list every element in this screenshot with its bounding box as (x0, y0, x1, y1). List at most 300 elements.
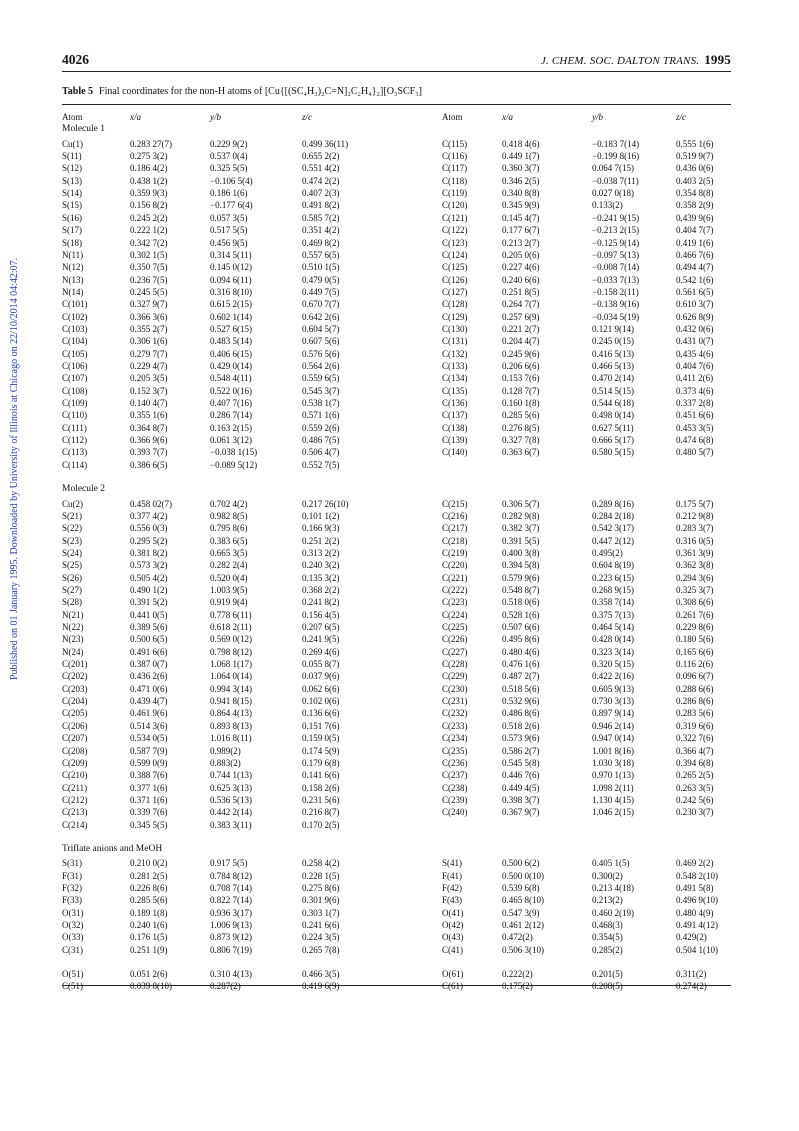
table-cell: 0.245 9(6) (502, 348, 540, 359)
table-cell: C(217) (442, 523, 468, 534)
table-cell: 0.261 7(6) (676, 609, 714, 620)
table-row (62, 311, 731, 323)
table-cell: 0.435 4(6) (676, 348, 714, 359)
header-rule (62, 71, 731, 72)
table-cell: 0.251 1(9) (130, 944, 168, 955)
table-cell: 0.564 2(6) (302, 361, 340, 371)
table-cell: 1.001 8(16) (592, 745, 634, 756)
table-cell: 0.391 5(2) (130, 597, 168, 608)
table-row (62, 547, 731, 559)
table-row (62, 572, 731, 584)
table-cell: C(230) (442, 683, 468, 694)
table-cell: 0.205 0(6) (502, 249, 540, 260)
table-cell: −0.038 7(11) (592, 175, 639, 186)
table-cell: C(108) (62, 385, 88, 396)
table-cell: 0.245 5(5) (130, 286, 168, 297)
table-cell: 0.730 3(13) (592, 696, 634, 707)
table-cell: −0.138 9(16) (592, 299, 640, 310)
table-cell: 0.306 1(6) (130, 336, 168, 347)
table-cell: C(139) (442, 435, 468, 446)
table-cell: 0.491 8(2) (302, 200, 340, 211)
table-cell: C(41) (442, 944, 463, 955)
table-cell: 1.130 4(15) (592, 794, 634, 805)
table-cell: N(12) (62, 262, 84, 273)
table-cell: N(13) (62, 274, 84, 285)
table-cell: 0.439 4(7) (130, 696, 168, 707)
table-cell: 0.377 1(6) (130, 782, 168, 793)
table-cell: 0.419 6(9) (302, 981, 340, 992)
table-cell: 0.490 1(2) (130, 584, 168, 595)
table-cell: 0.505 4(2) (130, 572, 168, 583)
table-row (62, 670, 731, 682)
table-cell: 0.458 02(7) (130, 498, 172, 509)
table-cell: C(138) (442, 422, 468, 433)
table-cell: 0.495(2) (592, 547, 623, 558)
table-cell: 0.339 7(6) (130, 807, 168, 818)
table-cell: 0.500 6(5) (130, 634, 168, 645)
table-cell: 0.466 5(13) (592, 361, 634, 371)
table-cell: 0.135 3(2) (302, 572, 340, 583)
table-cell: 0.555 1(6) (676, 138, 714, 149)
table-cell: 0.982 8(5) (210, 510, 248, 521)
table-cell: 0.627 5(11) (592, 422, 634, 433)
table-cell: S(13) (62, 175, 82, 186)
table-cell: 0.468(3) (592, 920, 623, 931)
table-cell: 0.245 0(15) (592, 336, 634, 347)
table-cell: S(17) (62, 225, 82, 236)
table-cell: O(31) (62, 907, 84, 918)
table-row (62, 212, 731, 224)
table-cell: 0.604 8(19) (592, 560, 634, 571)
table-cell: 0.605 9(13) (592, 683, 634, 694)
table-row (62, 446, 731, 458)
table-cell: 0.156 4(5) (302, 609, 340, 620)
table-cell: 0.217 26(10) (302, 498, 349, 509)
table-cell: 0.216 8(7) (302, 807, 340, 818)
table-cell: C(129) (442, 311, 468, 322)
table-cell: 0.538 1(7) (302, 398, 340, 409)
table-cell: N(21) (62, 609, 84, 620)
table-cell: 0.518 0(6) (502, 597, 540, 608)
table-cell: 0.227 4(6) (502, 262, 540, 273)
table-cell: C(218) (442, 535, 468, 546)
table-cell: 0.276 8(5) (502, 422, 540, 433)
table-cell: 0.403 2(5) (676, 175, 714, 186)
table-caption (62, 86, 422, 97)
table-cell: 0.495 8(6) (502, 634, 540, 645)
table-cell: C(228) (442, 659, 468, 670)
table-cell: 0.532 9(6) (502, 696, 540, 707)
table-cell: 0.230 3(7) (676, 807, 714, 818)
table-cell: 0.388 7(6) (130, 770, 168, 781)
table-cell: 0.411 2(6) (676, 373, 714, 384)
table-cell: C(128) (442, 299, 468, 310)
table-cell: 0.285(2) (592, 944, 623, 955)
table-cell: 0.460 2(19) (592, 907, 634, 918)
table-cell: C(137) (442, 410, 468, 421)
table-cell: 0.285 5(6) (130, 895, 168, 906)
table-cell: 0.102 0(6) (302, 696, 340, 707)
table-cell: 0.275 3(2) (130, 151, 168, 162)
table-cell: 0.542 3(17) (592, 523, 634, 534)
table-cell: 0.145 4(7) (502, 212, 540, 223)
table-row (62, 980, 731, 992)
table-cell: 0.453 3(5) (676, 422, 714, 433)
table-row (62, 261, 731, 273)
table-cell: 0.186 4(2) (130, 163, 168, 174)
table-cell: 0.556 0(3) (130, 523, 168, 534)
table-cell: 0.358 7(14) (592, 597, 634, 608)
table-cell: 0.514 3(6) (130, 720, 168, 731)
table-cell: C(201) (62, 659, 88, 670)
table-row (62, 274, 731, 286)
table-cell: 1.068 1(17) (210, 659, 252, 670)
table-cell: 0.351 4(2) (302, 225, 340, 236)
table-cell: 0.466 7(6) (676, 249, 714, 260)
table-cell: 0.491 6(6) (130, 646, 168, 657)
table-cell: 0.359 9(3) (130, 188, 168, 199)
table-cell: C(236) (442, 757, 468, 768)
table-cell: 0.465 8(10) (502, 895, 544, 906)
table-cell: 0.325 3(7) (676, 584, 714, 595)
table-cell: 0.580 5(15) (592, 447, 634, 458)
table-cell: 0.449 1(7) (502, 151, 540, 162)
table-cell: 0.212 9(8) (676, 510, 714, 521)
table-cell: 0.547 3(9) (502, 907, 540, 918)
table-row (62, 609, 731, 621)
table-cell: 0.355 2(7) (130, 323, 168, 334)
table-cell: 0.534 0(5) (130, 733, 168, 744)
table-cell: 0.205 3(5) (130, 373, 168, 384)
table-cell: C(206) (62, 720, 88, 731)
table-row (62, 559, 731, 571)
table-cell: 0.367 9(7) (502, 807, 540, 818)
table-cell: 0.665 3(5) (210, 547, 248, 558)
table-cell: C(112) (62, 435, 88, 446)
table-cell: 0.229 9(2) (210, 138, 248, 149)
table-cell: C(132) (442, 348, 468, 359)
table-cell: C(232) (442, 708, 468, 719)
table-cell: 0.345 9(9) (502, 200, 540, 211)
table-cell: 0.201(5) (592, 969, 623, 980)
table-cell: 0.461 2(12) (502, 920, 544, 931)
table-cell: −0.177 6(4) (210, 200, 253, 211)
table-cell: 0.165 6(6) (676, 646, 714, 657)
table-cell: −0.008 7(14) (592, 262, 640, 273)
table-cell: 0.438 1(2) (130, 175, 168, 186)
table-cell: 0.308 6(6) (676, 597, 714, 608)
table-cell: 0.579 9(6) (502, 572, 540, 583)
table-cell: 0.175(2) (502, 981, 533, 992)
table-row (62, 894, 731, 906)
table-cell: 0.989(2) (210, 745, 241, 756)
table-cell: 0.366 9(6) (130, 435, 168, 446)
table-cell: C(117) (442, 163, 468, 174)
table-row (62, 646, 731, 658)
table-cell: 0.389 5(6) (130, 622, 168, 632)
table-cell: 0.897 9(14) (592, 708, 634, 719)
table-cell: C(202) (62, 671, 88, 682)
table-cell: 0.806 7(19) (210, 944, 252, 955)
table-cell: 0.483 5(14) (210, 336, 252, 347)
table-cell: C(105) (62, 348, 88, 359)
table-cell: 0.061 3(12) (210, 435, 252, 446)
table-cell: 0.436 0(6) (676, 163, 714, 174)
table-cell: 0.282 2(4) (210, 560, 248, 571)
table-cell: C(209) (62, 757, 88, 768)
table-row (62, 870, 731, 882)
table-cell: 0.429(2) (676, 932, 707, 943)
table-row (62, 175, 731, 187)
table-cell: F(43) (442, 895, 462, 906)
table-cell: C(214) (62, 819, 88, 830)
table-cell: 0.480 4(9) (676, 907, 714, 918)
table-cell: C(135) (442, 385, 468, 396)
table-row (62, 335, 731, 347)
table-cell: 0.371 1(6) (130, 794, 168, 805)
table-cell: 0.226 8(6) (130, 883, 168, 893)
download-notice: Published on 01 January 1995. Downloaded by University of Illinois at Chicago on 22/10/2014 04:42:07. (9, 257, 20, 680)
table-cell: 0.548 2(10) (676, 870, 718, 881)
table-cell: 0.504 1(10) (676, 944, 718, 955)
table-cell: C(127) (442, 286, 468, 297)
table-cell: 0.241 6(6) (302, 920, 340, 931)
table-cell: 1.064 0(14) (210, 671, 252, 682)
table-row (62, 931, 731, 943)
table-cell: C(224) (442, 609, 468, 620)
table-cell: C(234) (442, 733, 468, 744)
table-cell: 0.383 3(11) (210, 819, 252, 830)
journal-year: 1995 (704, 52, 731, 67)
table-cell: 0.319 6(6) (676, 720, 714, 731)
table-cell: 0.286 7(14) (210, 410, 252, 421)
table-cell: 0.354 8(8) (676, 188, 714, 199)
table-cell: C(239) (442, 794, 468, 805)
table-cell: C(220) (442, 560, 468, 571)
table-cell: C(110) (62, 410, 88, 421)
table-cell: 0.377 4(2) (130, 510, 168, 521)
table-cell: O(51) (62, 969, 84, 980)
table-cell: 0.510 1(5) (302, 262, 340, 273)
table-cell: C(133) (442, 361, 468, 371)
table-cell: 0.258 4(2) (302, 858, 340, 869)
table-cell: 0.432 0(6) (676, 323, 714, 334)
table-cell: 0.528 1(6) (502, 609, 540, 620)
table-row (62, 745, 731, 757)
table-cell: 0.474 6(8) (676, 435, 714, 446)
table-cell: 0.213 4(18) (592, 883, 634, 893)
table-cell: 0.419 1(6) (676, 237, 714, 248)
table-cell: C(219) (442, 547, 468, 558)
table-cell: 0.744 1(13) (210, 770, 252, 781)
table-cell: 0.128 7(7) (502, 385, 540, 396)
table-cell: −0.213 2(15) (592, 225, 640, 236)
table-cell: Cu(1) (62, 138, 83, 149)
table-row (62, 683, 731, 695)
table-row (62, 621, 731, 633)
table-row (62, 732, 731, 744)
table-cell: 0.466 3(5) (302, 969, 340, 980)
table-cell: C(131) (442, 336, 468, 347)
table-cell: 1.003 9(5) (210, 584, 248, 595)
table-cell: 0.180 5(6) (676, 634, 714, 645)
table-row (62, 907, 731, 919)
table-cell: 0.337 2(8) (676, 398, 714, 409)
table-cell: 0.236 7(5) (130, 274, 168, 285)
table-cell: 0.551 4(2) (302, 163, 340, 174)
table-cell: 0.231 5(6) (302, 794, 340, 805)
table-cell: 0.251 2(2) (302, 535, 340, 546)
table-cell: C(103) (62, 323, 88, 334)
table-row (62, 397, 731, 409)
table-cell: 0.268 9(15) (592, 584, 634, 595)
table-cell: 0.400 3(8) (502, 547, 540, 558)
table-cell: 0.345 5(5) (130, 819, 168, 830)
table-row (62, 919, 731, 931)
table-cell: S(41) (442, 858, 462, 869)
table-cell: 0.487 2(7) (502, 671, 540, 682)
table-cell: 0.476 1(6) (502, 659, 540, 670)
table-cell: F(42) (442, 883, 462, 893)
table-cell: 0.186 1(6) (210, 188, 248, 199)
table-cell: 0.213 2(7) (502, 237, 540, 248)
table-cell: 0.615 2(15) (210, 299, 252, 310)
table-cell: 0.381 8(2) (130, 547, 168, 558)
table-cell: 0.288 6(6) (676, 683, 714, 694)
table-cell: 0.322 7(6) (676, 733, 714, 744)
table-cell: Cu(2) (62, 498, 83, 509)
table-cell: 0.057 3(5) (210, 212, 248, 223)
table-cell: 0.287(2) (210, 981, 241, 992)
table-cell: 0.561 6(5) (676, 286, 714, 297)
table-cell: 0.607 5(6) (302, 336, 340, 347)
table-cell: 0.156 8(2) (130, 200, 168, 211)
table-cell: 0.055 8(7) (302, 659, 340, 670)
table-cell: C(119) (442, 188, 468, 199)
table-cell: 0.537 0(4) (210, 151, 248, 162)
table-cell: S(31) (62, 858, 82, 869)
table-cell: 0.037 9(6) (302, 671, 340, 682)
table-cell: 0.282 9(8) (502, 510, 540, 521)
table-cell: 0.441 0(5) (130, 609, 168, 620)
table-row (62, 522, 731, 534)
table-cell: 0.406 6(15) (210, 348, 252, 359)
table-cell: 0.451 6(6) (676, 410, 714, 421)
table-cell: 0.405 1(5) (592, 858, 630, 869)
table-cell: 0.407 2(3) (302, 188, 340, 199)
table-cell: 0.917 5(5) (210, 858, 248, 869)
table-cell: 0.241 9(5) (302, 634, 340, 645)
table-row (62, 794, 731, 806)
table-cell: 0.573 9(6) (502, 733, 540, 744)
table-cell: 0.514 5(15) (592, 385, 634, 396)
table-cell: 0.469 8(2) (302, 237, 340, 248)
table-cell: 0.970 1(13) (592, 770, 634, 781)
table-row (62, 422, 731, 434)
table-cell: 0.189 1(8) (130, 907, 168, 918)
table-cell: 0.363 6(7) (502, 447, 540, 458)
table-cell: F(41) (442, 870, 462, 881)
table-cell: 0.571 1(6) (302, 410, 340, 421)
table-cell: 0.548 4(11) (210, 373, 252, 384)
table-header-row (62, 111, 731, 123)
table-cell: 0.175 5(7) (676, 498, 714, 509)
table-cell: 0.461 9(6) (130, 708, 168, 719)
table-cell: 0.586 2(7) (502, 745, 540, 756)
table-cell: C(106) (62, 361, 88, 371)
table-cell: F(32) (62, 883, 82, 893)
table-cell: C(114) (62, 459, 88, 470)
table-cell: −0.089 5(12) (210, 459, 258, 470)
table-cell: −0.034 5(19) (592, 311, 640, 322)
table-row (62, 769, 731, 781)
table-cell: 0.101 1(2) (302, 510, 340, 521)
table-cell: 0.170 2(5) (302, 819, 340, 830)
table-cell: 0.364 8(7) (130, 422, 168, 433)
table-cell: 0.404 7(7) (676, 225, 714, 236)
table-cell: −0.125 9(14) (592, 237, 640, 248)
table-cell: 0.604 5(7) (302, 323, 340, 334)
table-cell: −0.038 1(15) (210, 447, 258, 458)
table-cell: F(31) (62, 870, 82, 881)
table-cell: 0.206 6(6) (502, 361, 540, 371)
column-header: Atom (62, 112, 83, 122)
table-cell: C(208) (62, 745, 88, 756)
table-cell: C(205) (62, 708, 88, 719)
table-cell: 0.340 8(8) (502, 188, 540, 199)
table-cell: 0.436 2(6) (130, 671, 168, 682)
table-cell: 0.883(2) (210, 757, 241, 768)
table-cell: C(216) (442, 510, 468, 521)
table-cell: C(237) (442, 770, 468, 781)
table-cell: C(111) (62, 422, 87, 433)
table-cell: 0.480 4(6) (502, 646, 540, 657)
table-cell: 0.618 2(11) (210, 622, 252, 632)
table-cell: 0.166 9(3) (302, 523, 340, 534)
table-cell: C(215) (442, 498, 468, 509)
table-cell: 0.176 1(5) (130, 932, 168, 943)
table-cell: −0.183 7(14) (592, 138, 640, 149)
table-cell: C(210) (62, 770, 88, 781)
table-cell: C(61) (442, 981, 463, 992)
journal-title: J. CHEM. SOC. DALTON TRANS. (540, 55, 700, 67)
table-cell: 0.229 8(6) (676, 622, 714, 632)
table-cell: C(213) (62, 807, 88, 818)
table-cell: 0.301 9(6) (302, 895, 340, 906)
column-header: z/c (676, 112, 686, 122)
section-title: Triflate anions and MeOH (62, 843, 163, 854)
table-cell: 1.046 2(15) (592, 807, 634, 818)
table-row (62, 162, 731, 174)
table-cell: 0.552 7(5) (302, 459, 340, 470)
table-cell: N(24) (62, 646, 84, 657)
table-cell: S(15) (62, 200, 82, 211)
table-cell: C(204) (62, 696, 88, 707)
table-row (62, 596, 731, 608)
table-cell: 0.145 0(12) (210, 262, 252, 273)
table-cell: 0.251 8(5) (502, 286, 540, 297)
table-row (62, 757, 731, 769)
table-cell: 0.240 3(2) (302, 560, 340, 571)
table-cell: C(226) (442, 634, 468, 645)
table-cell: 0.265 2(5) (676, 770, 714, 781)
table-cell: C(212) (62, 794, 88, 805)
table-cell: C(116) (442, 151, 468, 162)
table-cell: 0.350 7(5) (130, 262, 168, 273)
table-cell: 0.302 1(5) (130, 249, 168, 260)
table-cell: 0.213(2) (592, 895, 623, 906)
table-cell: O(41) (442, 907, 464, 918)
